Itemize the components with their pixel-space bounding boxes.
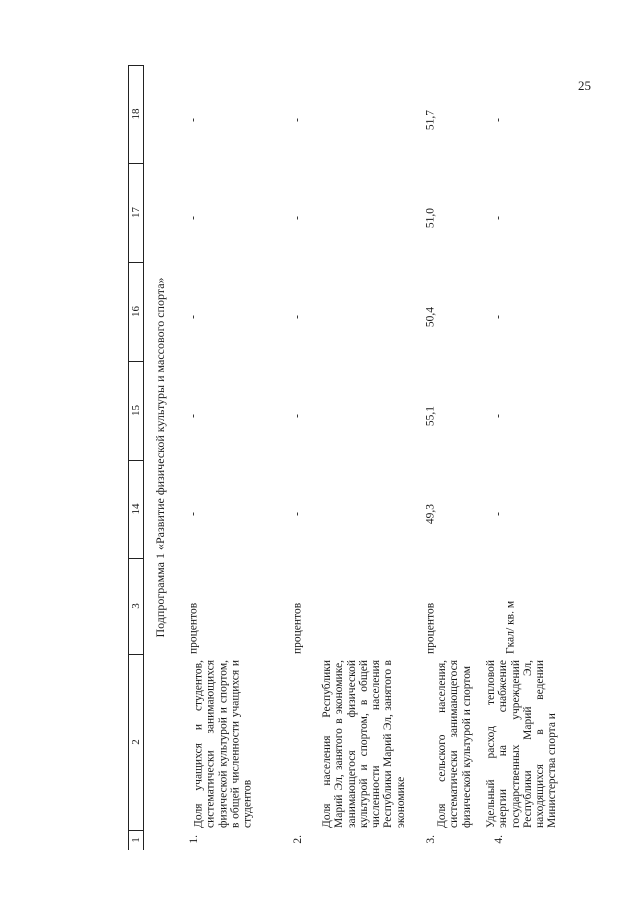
value-col-15: - — [187, 414, 200, 418]
value-col-18: - — [291, 118, 304, 122]
value-col-18: - — [492, 118, 505, 122]
column-number-17: 17 — [130, 207, 142, 218]
column-number-14: 14 — [130, 503, 142, 515]
column-number-16: 16 — [130, 306, 142, 317]
subprogram-title: Подпрограмма 1 «Развитие физической культуры и массового спорта» — [153, 277, 167, 638]
page-number: 25 — [578, 78, 591, 93]
column-number-2: 2 — [130, 739, 142, 745]
value-col-16: - — [492, 315, 505, 319]
value-col-16: 50,4 — [424, 306, 437, 328]
column-number-3: 3 — [130, 603, 142, 609]
value-col-17: 51,0 — [424, 207, 437, 229]
row-number: 4. — [493, 835, 505, 844]
row-number: 1. — [188, 835, 200, 844]
value-col-16: - — [291, 315, 304, 319]
value-col-14: - — [187, 512, 200, 516]
indicator-name: Доля населения Республики Марий Эл, занятого в экономике, занимающегося физической культурой и спортом, в общей численности населения Республики Марий Эл, занятого в экономике — [320, 660, 407, 828]
value-col-18: - — [187, 118, 200, 122]
rotated-table — [122, 65, 592, 850]
indicator-name: Удельный расход тепловой энергии на снабжение государственных учреждений Республики Марий Эл, находящихся в ведении Министерства спорта и — [485, 660, 559, 828]
unit-of-measure: Гкал/ кв. м — [504, 600, 517, 654]
value-col-17: - — [492, 216, 505, 220]
value-col-16: - — [187, 315, 200, 319]
value-col-17: - — [187, 216, 200, 220]
unit-of-measure: процентов — [291, 602, 304, 654]
column-number-18: 18 — [130, 108, 142, 120]
value-col-15: 55,1 — [424, 405, 437, 427]
row-number: 2. — [292, 835, 304, 844]
column-number-15: 15 — [130, 405, 142, 416]
unit-of-measure: процентов — [424, 602, 437, 654]
value-col-14: - — [291, 512, 304, 516]
indicator-name: Доля учащихся и студентов, систематически занимающихся физической культурой и спортом, в общей численности учащихся и студентов — [192, 660, 254, 828]
value-col-18: 51,7 — [424, 109, 437, 131]
value-col-15: - — [492, 414, 505, 418]
row-number: 3. — [425, 835, 437, 844]
value-col-14: 49,3 — [424, 503, 437, 525]
value-col-17: - — [291, 216, 304, 220]
value-col-15: - — [291, 414, 304, 418]
indicator-name: Доля сельского населения, систематически занимающегося физической культурой и спортом — [436, 660, 473, 828]
column-number-1: 1 — [130, 837, 142, 843]
unit-of-measure: процентов — [187, 602, 200, 654]
value-col-14: - — [492, 512, 505, 516]
